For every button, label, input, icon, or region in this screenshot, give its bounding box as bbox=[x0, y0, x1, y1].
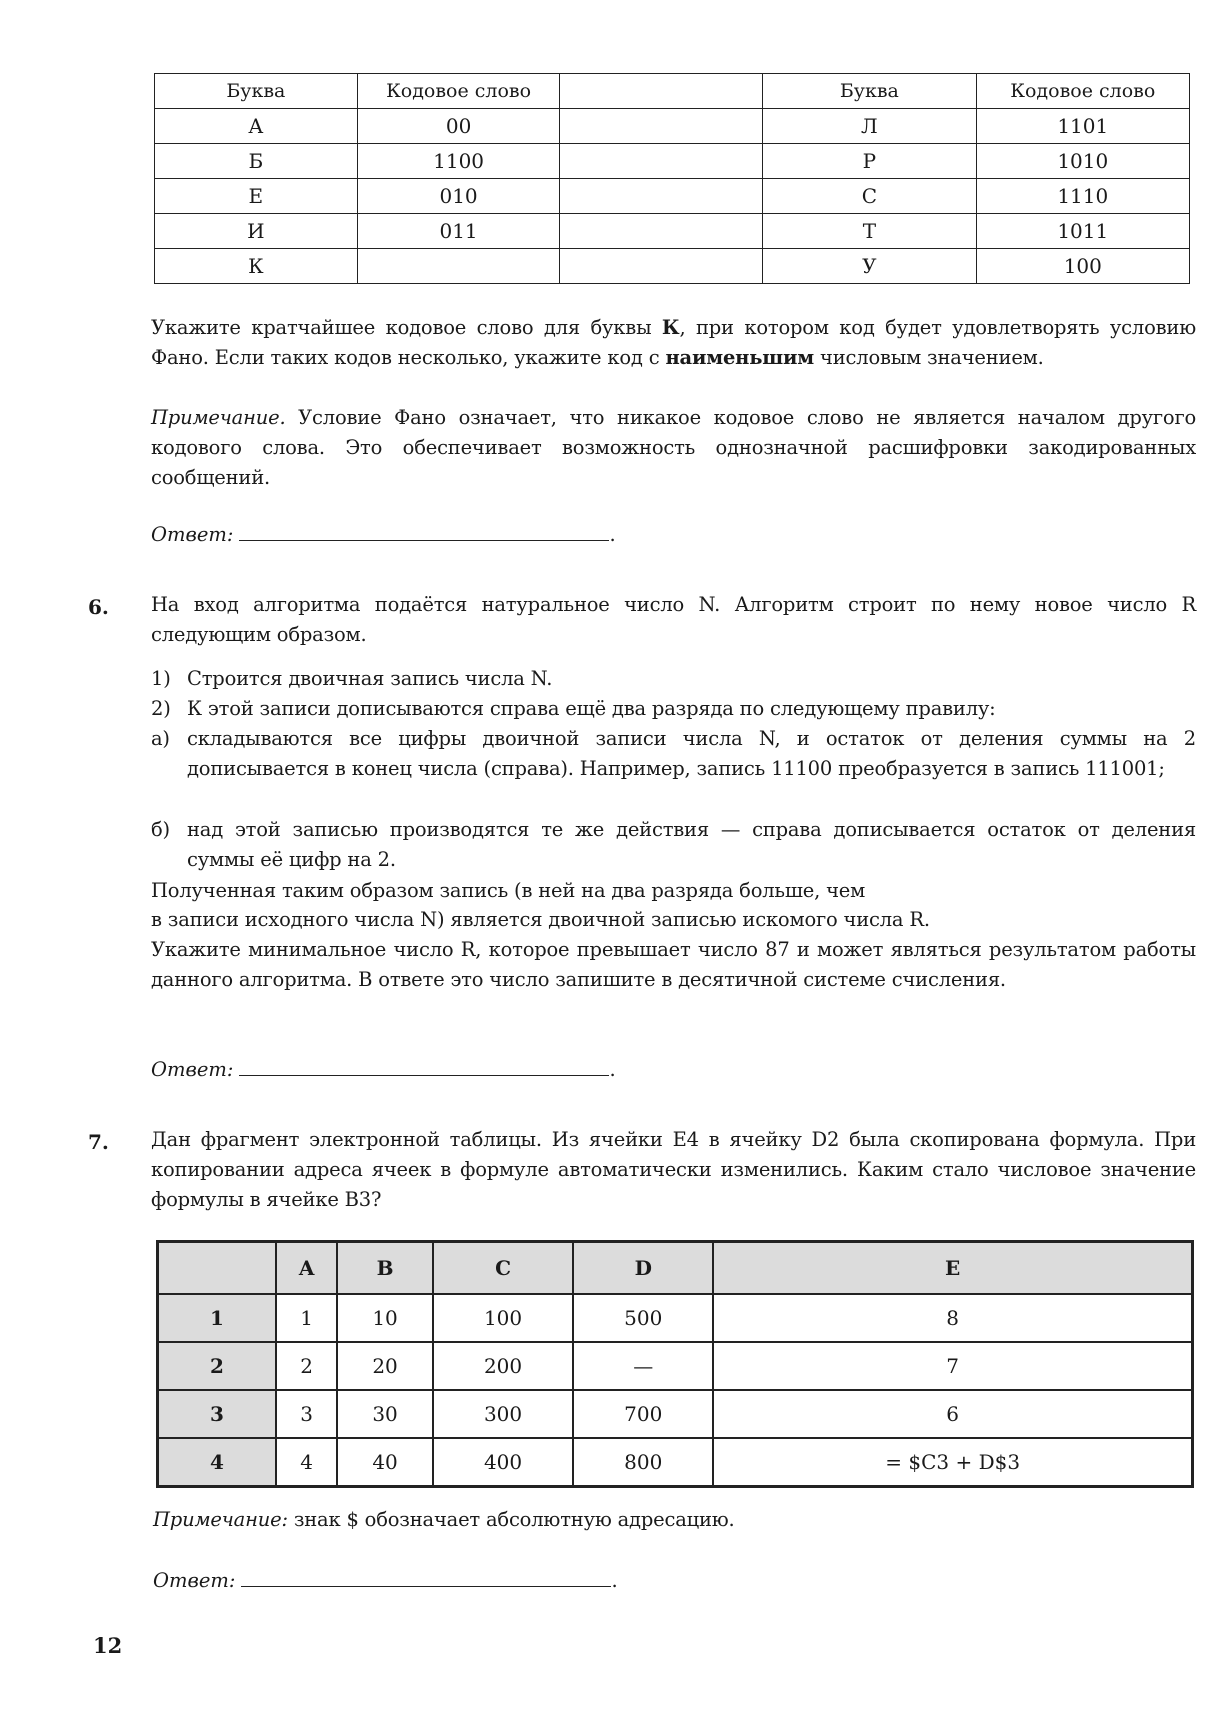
sheet-cell: 200 bbox=[433, 1342, 573, 1390]
sheet-cell: 700 bbox=[573, 1390, 713, 1438]
table-cell: Р bbox=[763, 144, 976, 179]
task6-question: Укажите минимальное число R, которое превышает число 87 и может являться результатом работы данного алгоритма. В ответе это число запишите в десятичной системе счисления. bbox=[151, 938, 1196, 991]
sheet-cell: 800 bbox=[573, 1438, 713, 1487]
table-cell: А bbox=[155, 109, 358, 144]
table-cell: К bbox=[155, 249, 358, 284]
task7-number: 7. bbox=[88, 1130, 109, 1154]
code-table-header bbox=[155, 74, 1190, 109]
task6-step-1 bbox=[151, 664, 1196, 694]
code-table bbox=[154, 73, 1190, 284]
note-text: Условие Фано означает, что никакое кодовое слово не является началом другого кодового слова. Это обеспечивает возможность однозначной расшифровки закодированных сообщений. bbox=[151, 406, 1196, 489]
column-header-a: A bbox=[276, 1242, 337, 1295]
header-codeword: Кодовое слово bbox=[357, 74, 560, 109]
table-cell: 011 bbox=[357, 214, 560, 249]
note-label: Примечание. bbox=[151, 406, 286, 429]
table-cell bbox=[560, 249, 763, 284]
step-text: складываются все цифры двоичной записи числа N, и остаток от деления суммы на 2 дописывается в конец числа (справа). Например, запись 11100 преобразуется в запись 111001; bbox=[187, 727, 1196, 780]
table-cell: 1100 bbox=[357, 144, 560, 179]
sheet-cell: 30 bbox=[337, 1390, 433, 1438]
answer-line[interactable] bbox=[239, 1057, 609, 1076]
column-header-e: E bbox=[713, 1242, 1192, 1295]
table-cell: 00 bbox=[357, 109, 560, 144]
table-cell: Л bbox=[763, 109, 976, 144]
sheet-cell: 300 bbox=[433, 1390, 573, 1438]
task6-result-line2: в записи исходного числа N) является двоичной записью искомого числа R. bbox=[151, 908, 930, 931]
answer-label: Ответ: bbox=[153, 1569, 236, 1592]
header-letter: Буква bbox=[155, 74, 358, 109]
step-text: Строится двоичная запись числа N. bbox=[187, 667, 553, 690]
row-header: 1 bbox=[158, 1294, 277, 1342]
step-mark: а) bbox=[151, 727, 170, 750]
task7-question: Дан фрагмент электронной таблицы. Из ячейки E4 в ячейку D2 была скопирована формула. При копировании адреса ячеек в формуле автоматически изменились. Каким стало числовое значение формулы в ячейке B3? bbox=[151, 1128, 1196, 1211]
task5-note bbox=[151, 403, 1196, 493]
table-row bbox=[155, 249, 1190, 284]
row-header: 2 bbox=[158, 1342, 277, 1390]
sheet-cell: 100 bbox=[433, 1294, 573, 1342]
task5-question bbox=[151, 313, 1196, 373]
task5-text-1: Укажите кратчайшее кодовое слово для буквы bbox=[151, 316, 662, 339]
step-text: над этой записью производятся те же действия — справа дописывается остаток от деления суммы её цифр на 2. bbox=[187, 818, 1196, 871]
column-header-b: B bbox=[337, 1242, 433, 1295]
table-cell: Т bbox=[763, 214, 976, 249]
sheet-cell: 40 bbox=[337, 1438, 433, 1487]
sheet-cell: 7 bbox=[713, 1342, 1192, 1390]
sheet-cell: 20 bbox=[337, 1342, 433, 1390]
sheet-cell: 3 bbox=[276, 1390, 337, 1438]
table-cell bbox=[560, 179, 763, 214]
header-spacer bbox=[560, 74, 763, 109]
answer-period: . bbox=[609, 523, 616, 546]
table-row bbox=[155, 144, 1190, 179]
note-text: знак $ обозначает абсолютную адресацию. bbox=[287, 1508, 735, 1531]
task5-bold-word: наименьшим bbox=[665, 346, 815, 369]
step-text: К этой записи дописываются справа ещё два разряда по следующему правилу: bbox=[187, 697, 996, 720]
answer-label: Ответ: bbox=[151, 523, 234, 546]
sheet-row bbox=[158, 1438, 1193, 1487]
table-cell: Б bbox=[155, 144, 358, 179]
step-mark: 2) bbox=[151, 697, 171, 720]
table-cell: 1011 bbox=[976, 214, 1189, 249]
sheet-cell: 8 bbox=[713, 1294, 1192, 1342]
table-row bbox=[155, 214, 1190, 249]
column-header-c: C bbox=[433, 1242, 573, 1295]
sheet-cell: 4 bbox=[276, 1438, 337, 1487]
step-mark: 1) bbox=[151, 667, 171, 690]
spreadsheet-table bbox=[156, 1240, 1194, 1488]
table-cell: 010 bbox=[357, 179, 560, 214]
task6-step-b bbox=[151, 815, 1196, 875]
task6-number: 6. bbox=[88, 595, 109, 619]
page-number: 12 bbox=[93, 1633, 123, 1658]
table-row bbox=[155, 109, 1190, 144]
answer-line[interactable] bbox=[241, 1568, 611, 1587]
table-cell: И bbox=[155, 214, 358, 249]
table-cell: 1010 bbox=[976, 144, 1189, 179]
task5-text-3: числовым значением. bbox=[814, 346, 1044, 369]
sheet-cell: — bbox=[573, 1342, 713, 1390]
table-cell bbox=[560, 144, 763, 179]
task6-result-line1: Полученная таким образом запись (в ней на два разряда больше, чем bbox=[151, 879, 866, 902]
task7-note bbox=[153, 1505, 1193, 1535]
sheet-cell: 1 bbox=[276, 1294, 337, 1342]
answer-label: Ответ: bbox=[151, 1058, 234, 1081]
table-row bbox=[155, 179, 1190, 214]
table-cell bbox=[560, 214, 763, 249]
note-label: Примечание: bbox=[153, 1508, 288, 1531]
task5-text-2: , при котором код будет удовлетворять условию Фано. Если таких кодов несколько, укажите код с bbox=[151, 316, 1196, 369]
step-mark: б) bbox=[151, 818, 170, 841]
task7-answer bbox=[153, 1568, 618, 1592]
sheet-cell: 400 bbox=[433, 1438, 573, 1487]
sheet-row bbox=[158, 1294, 1193, 1342]
sheet-cell: 6 bbox=[713, 1390, 1192, 1438]
table-cell bbox=[560, 109, 763, 144]
header-codeword: Кодовое слово bbox=[976, 74, 1189, 109]
sheet-row bbox=[158, 1390, 1193, 1438]
table-cell-empty-k-code bbox=[357, 249, 560, 284]
answer-line[interactable] bbox=[239, 522, 609, 541]
sheet-cell: 2 bbox=[276, 1342, 337, 1390]
sheet-cell: 500 bbox=[573, 1294, 713, 1342]
table-cell: С bbox=[763, 179, 976, 214]
header-letter: Буква bbox=[763, 74, 976, 109]
table-cell: 100 bbox=[976, 249, 1189, 284]
task6-answer bbox=[151, 1057, 616, 1081]
task6-step-2 bbox=[151, 694, 1196, 724]
table-cell: 1110 bbox=[976, 179, 1189, 214]
table-cell: Е bbox=[155, 179, 358, 214]
sheet-row bbox=[158, 1342, 1193, 1390]
task6-step-a bbox=[151, 724, 1196, 784]
table-cell: 1101 bbox=[976, 109, 1189, 144]
table-cell: У bbox=[763, 249, 976, 284]
row-header: 4 bbox=[158, 1438, 277, 1487]
column-header-d: D bbox=[573, 1242, 713, 1295]
task5-bold-letter: К bbox=[661, 316, 680, 339]
answer-period: . bbox=[609, 1058, 616, 1081]
sheet-header-row bbox=[158, 1242, 1193, 1295]
answer-period: . bbox=[611, 1569, 618, 1592]
sheet-cell-formula: = $C3 + D$3 bbox=[713, 1438, 1192, 1487]
sheet-cell: 10 bbox=[337, 1294, 433, 1342]
task5-answer bbox=[151, 522, 616, 546]
row-header: 3 bbox=[158, 1390, 277, 1438]
corner-cell bbox=[158, 1242, 277, 1295]
task6-intro: На вход алгоритма подаётся натуральное число N. Алгоритм строит по нему новое число R следующим образом. bbox=[151, 593, 1196, 646]
